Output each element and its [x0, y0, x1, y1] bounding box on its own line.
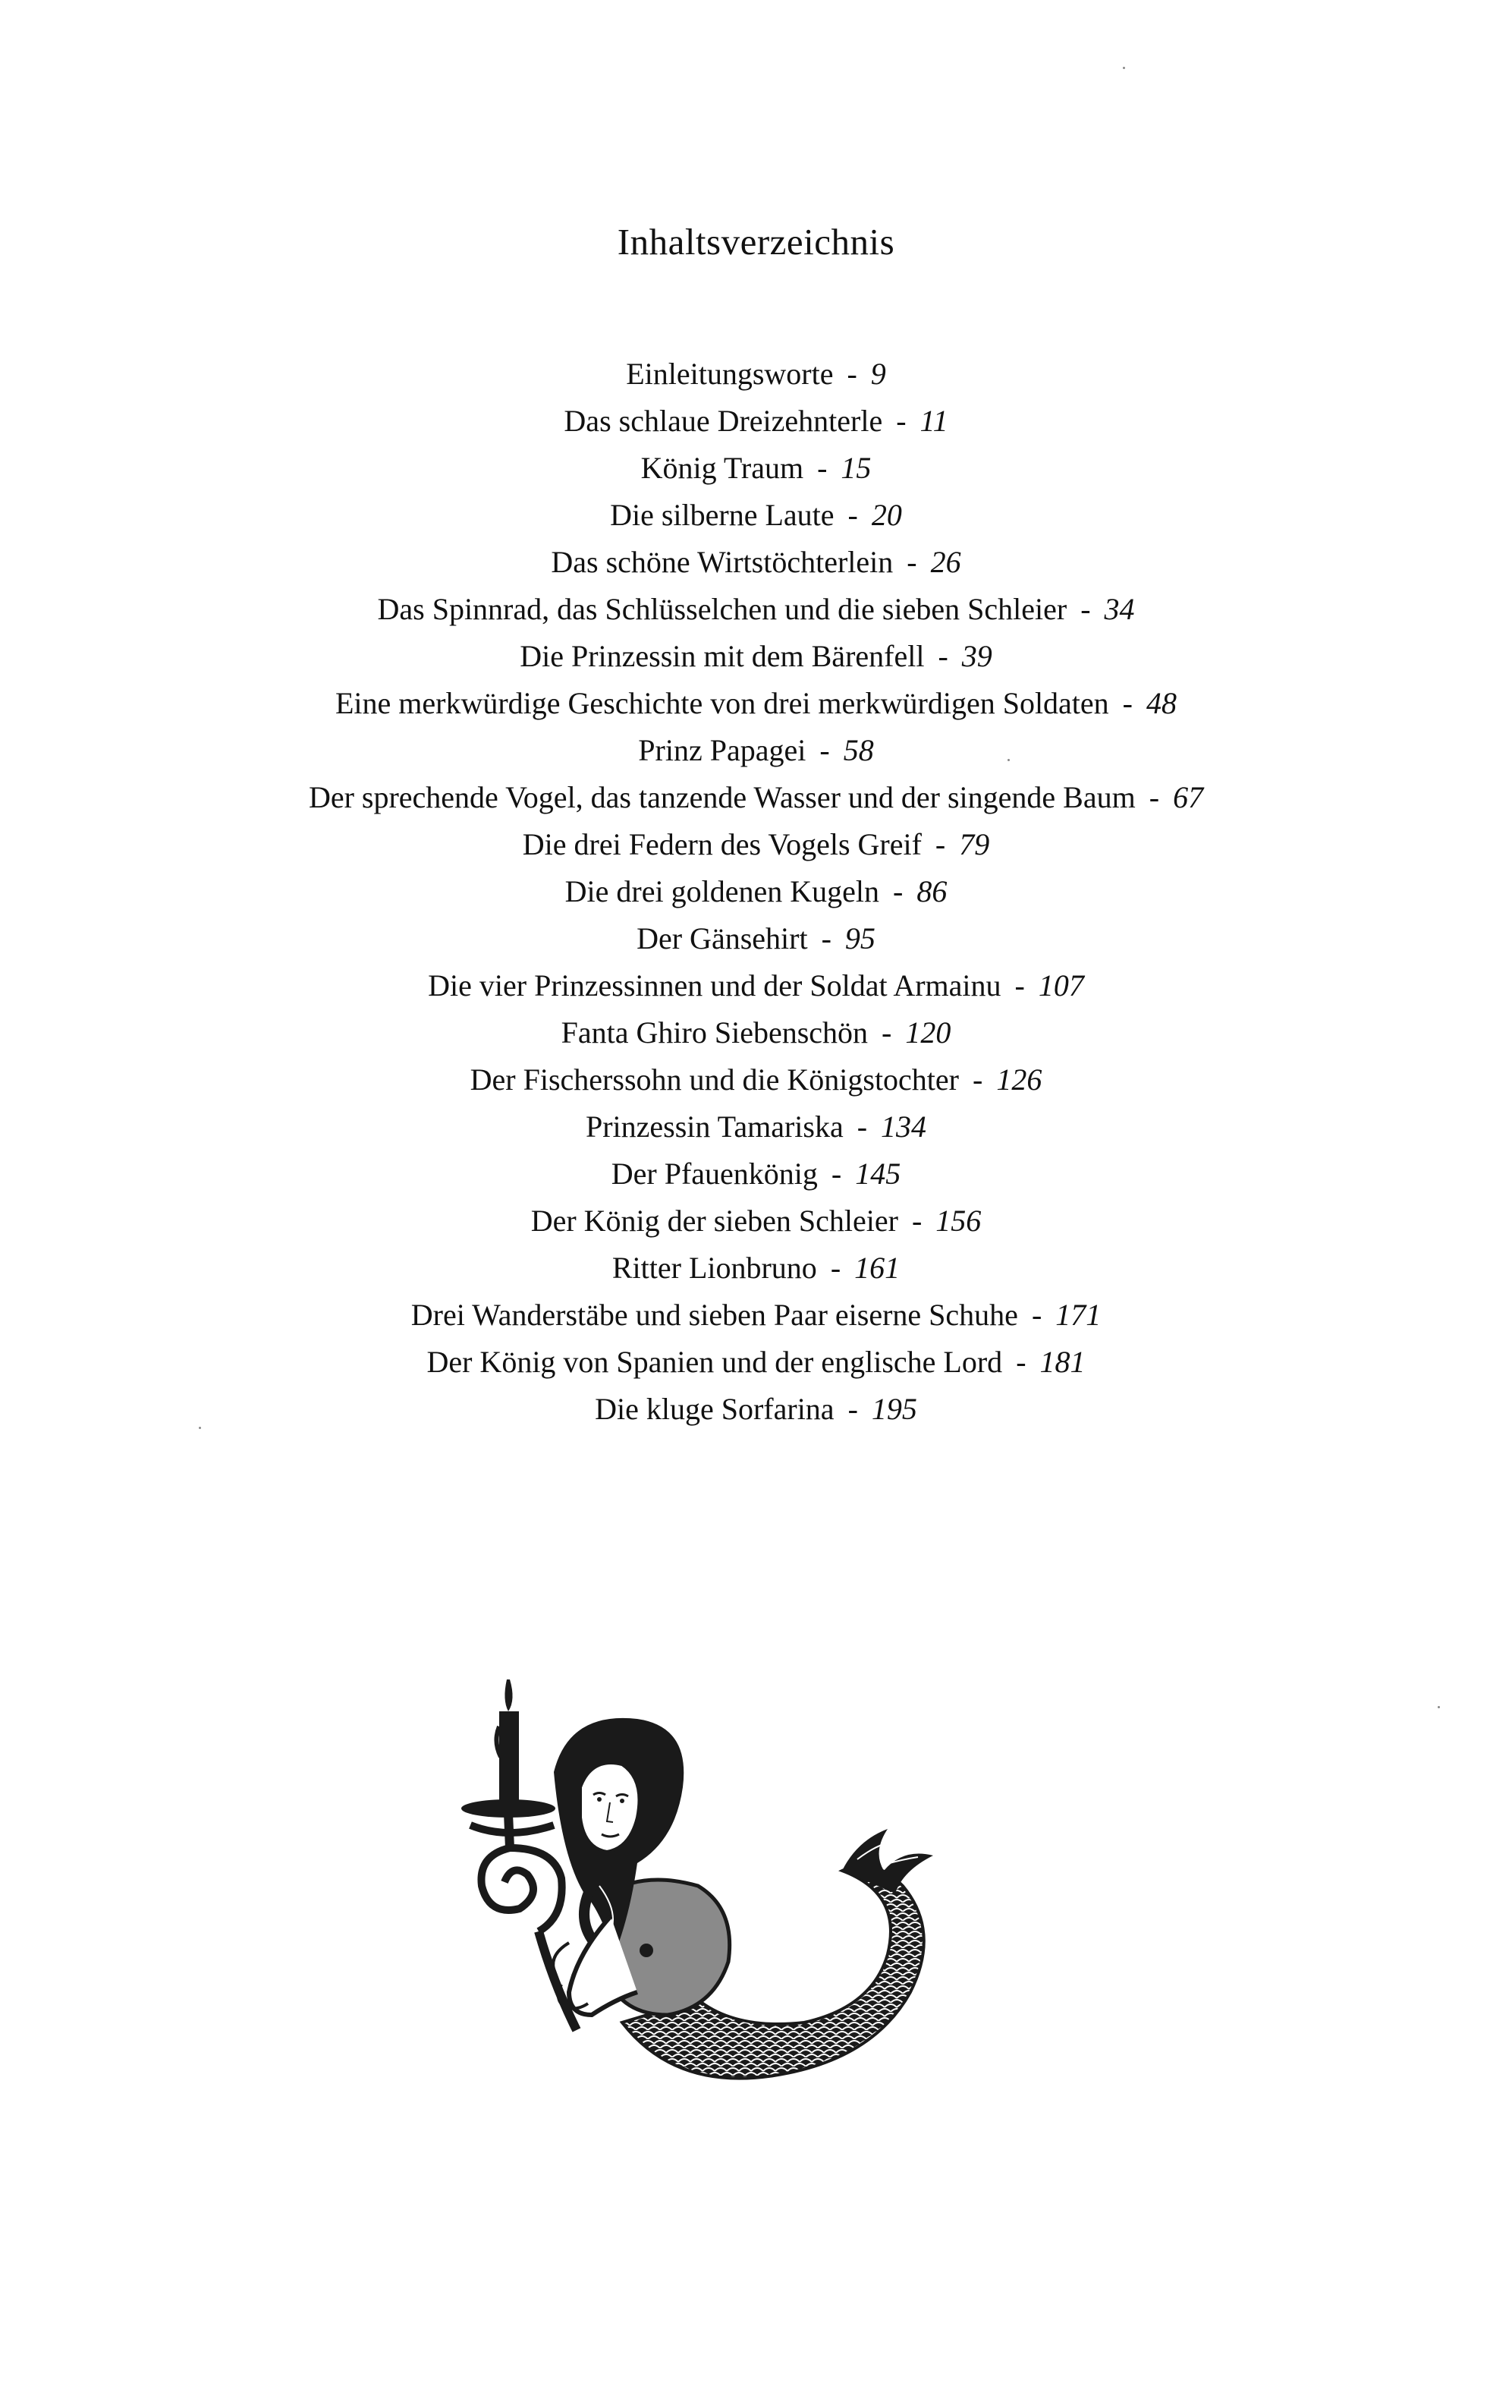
toc-entry-page-number: 15: [841, 451, 872, 485]
toc-entry-page-number: 171: [1055, 1298, 1102, 1332]
toc-entry-separator: -: [1016, 1345, 1026, 1379]
toc-entry-page-number: 195: [871, 1392, 917, 1426]
toc-entry: [0, 492, 1512, 539]
toc-entry: [0, 868, 1512, 915]
toc-entry: [0, 1198, 1512, 1245]
candle-flame: [505, 1679, 512, 1711]
toc-entry: [0, 727, 1512, 774]
mermaid-illustration-icon: [448, 1666, 1055, 2136]
toc-entry-title: Die Prinzessin mit dem Bärenfell: [520, 639, 925, 673]
toc-entry-separator: -: [882, 1015, 892, 1050]
toc-entry-page-number: 26: [930, 545, 961, 579]
toc-entry-title: Prinzessin Tamariska: [585, 1110, 844, 1144]
toc-entry-separator: -: [847, 498, 858, 532]
toc-entry-separator: -: [817, 451, 828, 485]
toc-entry-title: Die vier Prinzessinnen und der Soldat Armainu: [428, 968, 1001, 1003]
toc-entry-page-number: 134: [881, 1110, 927, 1144]
toc-entry-separator: -: [819, 733, 830, 767]
toc-entry: [0, 915, 1512, 962]
toc-entry-page-number: 161: [854, 1251, 901, 1285]
toc-entry-separator: -: [911, 1204, 923, 1238]
toc-entry-separator: -: [830, 1251, 841, 1285]
toc-entry-separator: -: [1014, 968, 1025, 1003]
toc-entry-title: Prinz Papagei: [638, 733, 806, 767]
speck: [1123, 67, 1125, 69]
toc-entry-title: Der Pfauenkönig: [611, 1157, 818, 1191]
toc-entry-separator: -: [907, 545, 917, 579]
toc-entry-separator: -: [1122, 686, 1133, 720]
toc-entry-page-number: 156: [935, 1204, 982, 1238]
speck: [199, 1427, 201, 1429]
toc-entry-page-number: 11: [919, 404, 948, 438]
toc-entry: [0, 633, 1512, 680]
toc-entry-title: Der sprechende Vogel, das tanzende Wasser und der singende Baum: [308, 780, 1136, 814]
toc-entry-title: Drei Wanderstäbe und sieben Paar eiserne Schuhe: [410, 1298, 1018, 1332]
speck: [1007, 759, 1010, 761]
toc-entry: [0, 445, 1512, 492]
toc-entry-page-number: 181: [1039, 1345, 1086, 1379]
toc-entry-separator: -: [973, 1062, 983, 1097]
toc-entry: [0, 398, 1512, 445]
toc-entry-page-number: 145: [855, 1157, 901, 1191]
toc-entry-page-number: 39: [961, 639, 992, 673]
toc-entry-page-number: 20: [871, 498, 902, 532]
toc-entry: [0, 1292, 1512, 1339]
toc-entry-separator: -: [1149, 780, 1160, 814]
toc-entry: [0, 680, 1512, 727]
toc-entry-page-number: 107: [1038, 968, 1084, 1003]
toc-entry-title: Die drei Federn des Vogels Greif: [522, 827, 922, 861]
toc-entry-title: Die drei goldenen Kugeln: [564, 874, 879, 908]
toc-entry: [0, 1245, 1512, 1292]
toc-entry-page-number: 67: [1173, 780, 1204, 814]
toc-entry-page-number: 79: [959, 827, 990, 861]
toc-entry-separator: -: [1031, 1298, 1042, 1332]
toc-entry-separator: -: [1080, 592, 1091, 626]
toc-entry: [0, 1339, 1512, 1386]
toc-entry-page-number: 34: [1104, 592, 1135, 626]
toc-entry-title: Der Gänsehirt: [637, 921, 808, 955]
toc-entry-title: Das schlaue Dreizehnterle: [564, 404, 883, 438]
toc-entry: [0, 1103, 1512, 1150]
toc-entry-page-number: 126: [996, 1062, 1042, 1097]
toc-entry-separator: -: [847, 357, 857, 391]
toc-entry-title: Eine merkwürdige Geschichte von drei merkwürdigen Soldaten: [335, 686, 1109, 720]
toc-entry-title: Der Fischerssohn und die Königstochter: [470, 1062, 959, 1097]
toc-entry: [0, 774, 1512, 821]
page-title: Inhaltsverzeichnis: [617, 221, 895, 263]
toc-entry-page-number: 86: [916, 874, 948, 908]
toc-entry-page-number: 58: [843, 733, 874, 767]
mermaid-tail-fin: [842, 1829, 933, 1893]
toc-entry-separator: -: [847, 1392, 858, 1426]
toc-entry-title: Das Spinnrad, das Schlüsselchen und die sieben Schleier: [377, 592, 1067, 626]
toc-entry-separator: -: [935, 827, 946, 861]
toc-entry-page-number: 95: [844, 921, 875, 955]
toc-entry-title: Fanta Ghiro Siebenschön: [561, 1015, 869, 1050]
toc-entry-page-number: 120: [905, 1015, 951, 1050]
toc-entry-separator: -: [893, 874, 904, 908]
toc-entry-separator: -: [821, 921, 831, 955]
toc-entry-page-number: 9: [870, 357, 886, 391]
toc-entry: [0, 351, 1512, 398]
toc-entry-separator: -: [857, 1110, 868, 1144]
toc-entry-title: König Traum: [640, 451, 804, 485]
toc-entry-title: Die silberne Laute: [610, 498, 835, 532]
toc-entry: [0, 1386, 1512, 1433]
table-of-contents: [0, 351, 1512, 1433]
toc-entry: [0, 539, 1512, 586]
toc-entry-title: Einleitungsworte: [626, 357, 834, 391]
toc-entry: [0, 1056, 1512, 1103]
toc-entry-separator: -: [831, 1157, 842, 1191]
toc-entry-title: Der König von Spanien und der englische Lord: [426, 1345, 1003, 1379]
toc-entry: [0, 1150, 1512, 1198]
toc-entry: [0, 962, 1512, 1009]
speck: [1438, 1706, 1440, 1708]
toc-entry-page-number: 48: [1146, 686, 1177, 720]
candle: [499, 1711, 519, 1802]
toc-entry: [0, 586, 1512, 633]
toc-entry-title: Der König der sieben Schleier: [530, 1204, 898, 1238]
toc-entry-title: Ritter Lionbruno: [611, 1251, 817, 1285]
toc-entry-separator: -: [938, 639, 948, 673]
toc-entry-title: Die kluge Sorfarina: [595, 1392, 835, 1426]
toc-entry-title: Das schöne Wirtstöchterlein: [551, 545, 894, 579]
toc-entry-separator: -: [896, 404, 907, 438]
toc-entry: [0, 821, 1512, 868]
toc-entry: [0, 1009, 1512, 1056]
